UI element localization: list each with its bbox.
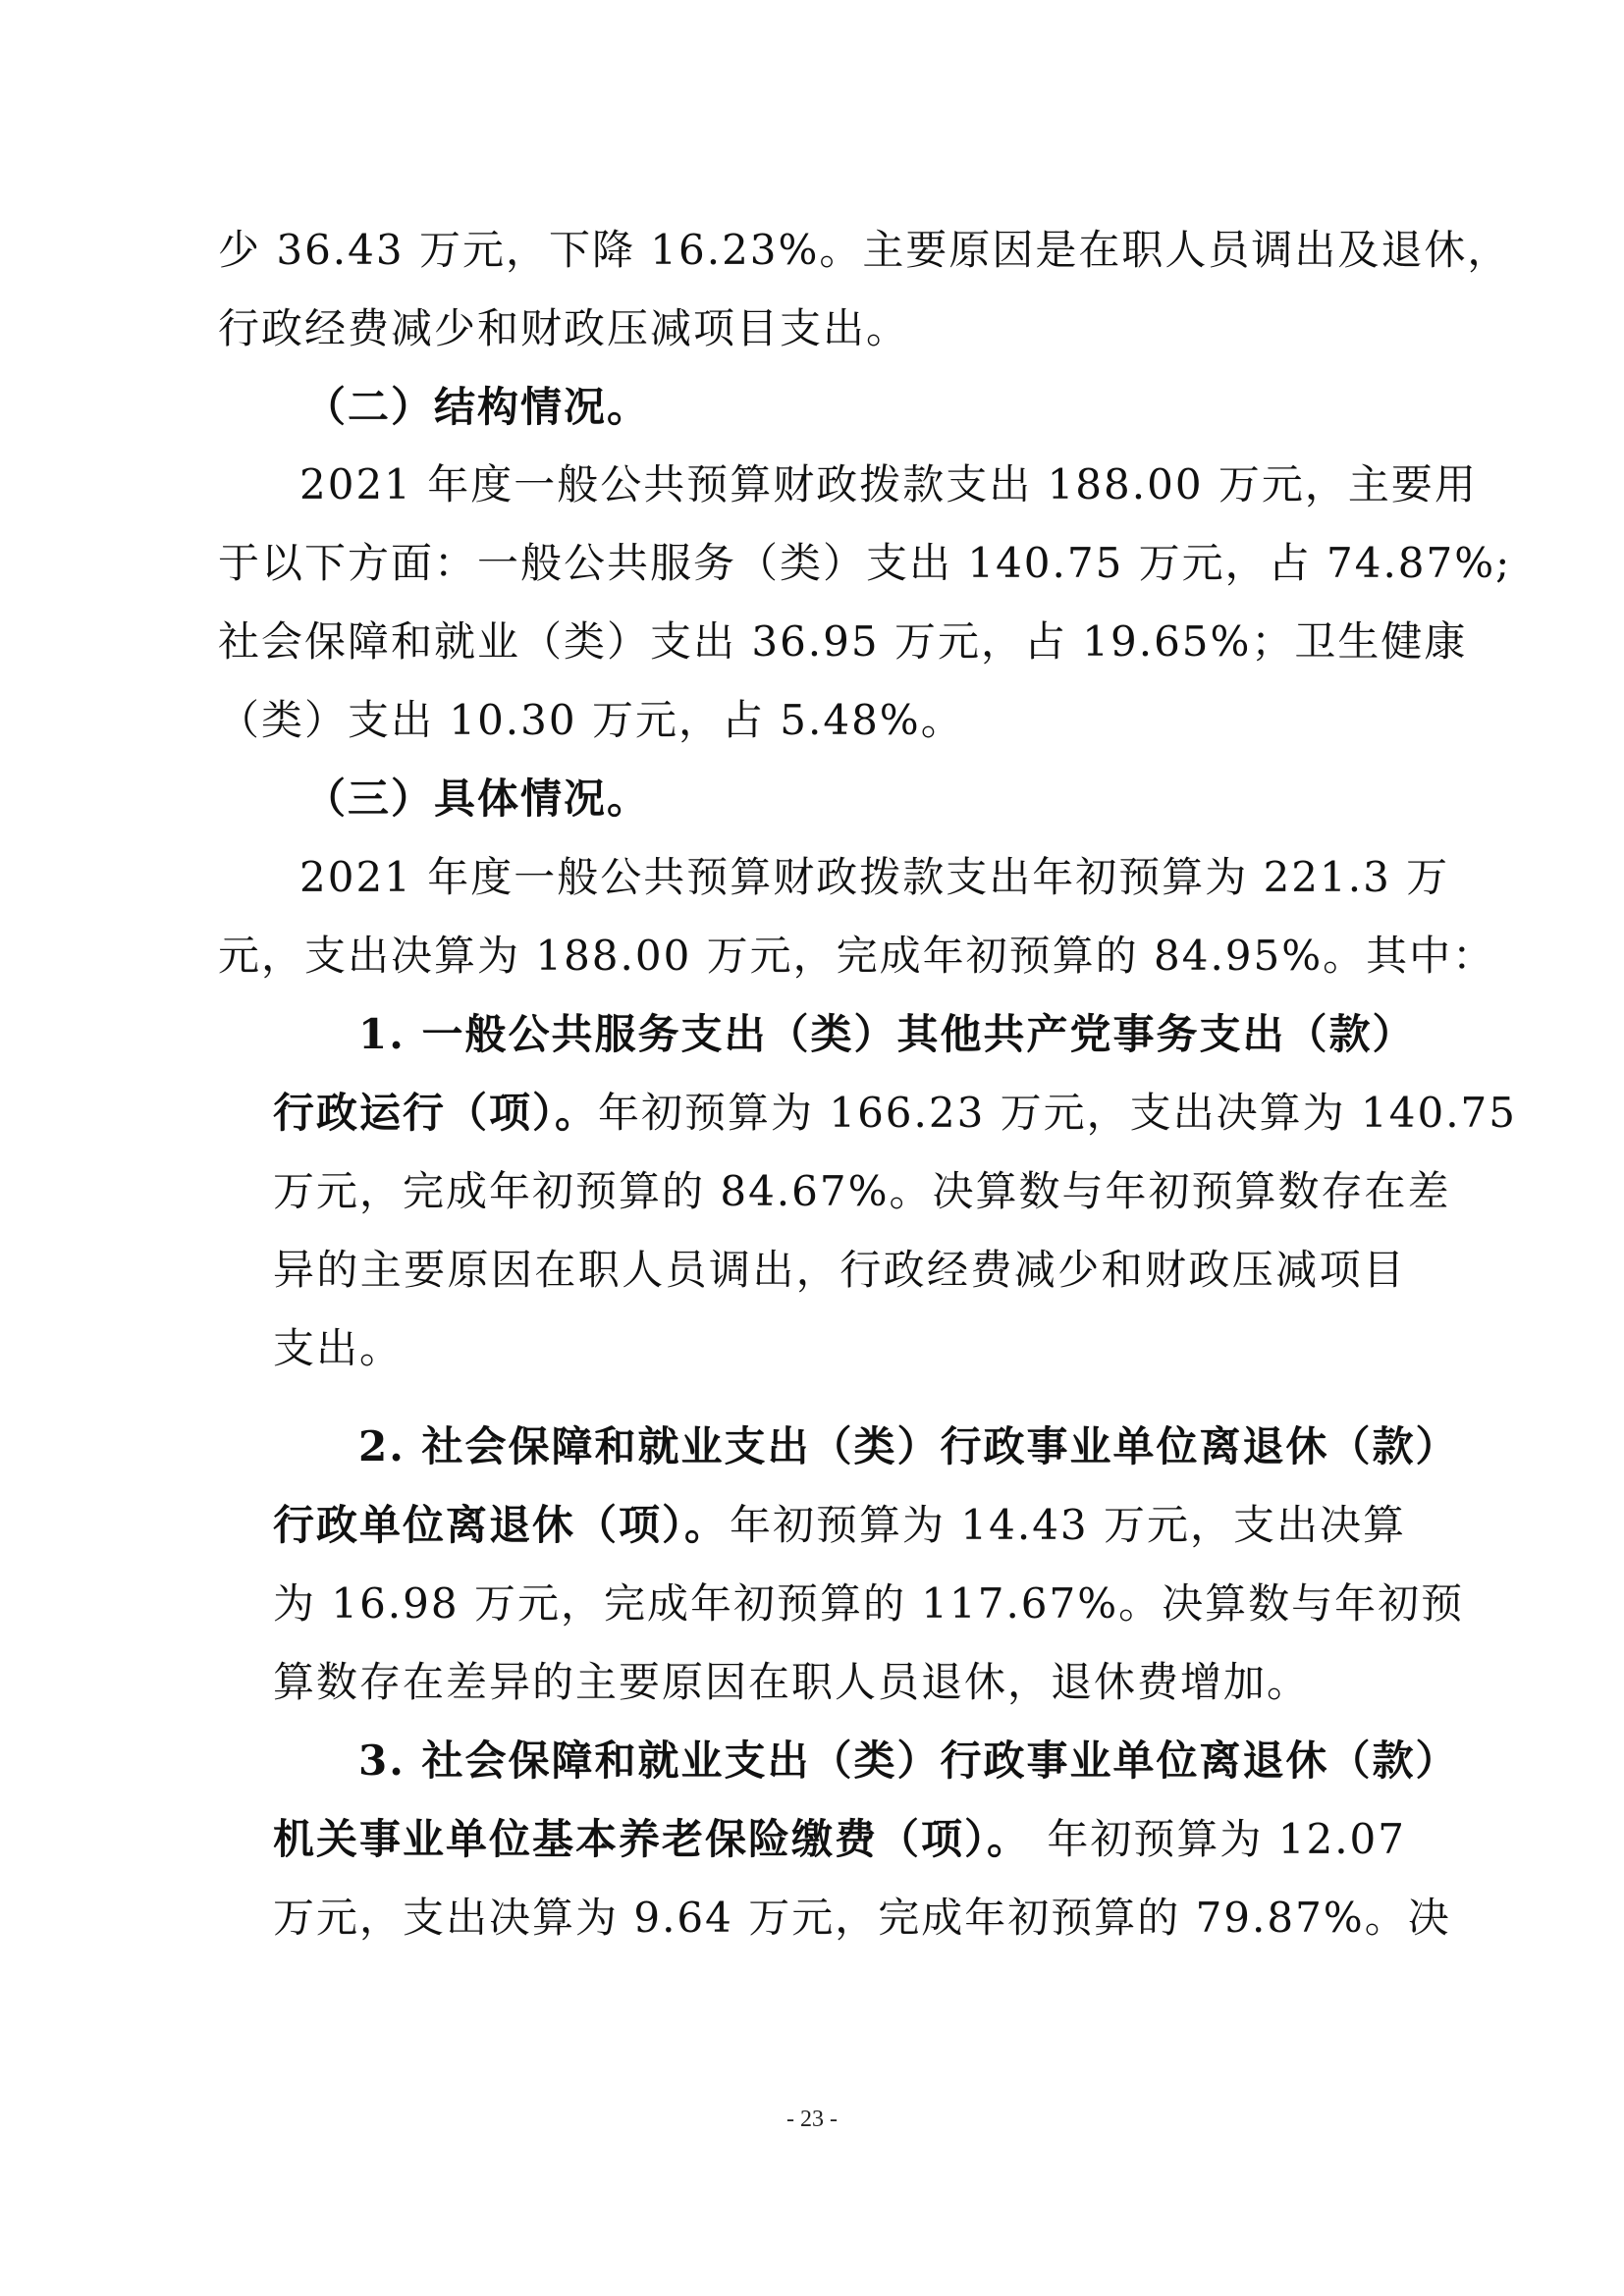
paragraph-line: 支出。 [273, 1324, 404, 1372]
paragraph-line: 社会保障和就业（类）支出 36.95 万元，占 19.65%；卫生健康 [218, 617, 1468, 666]
paragraph-line: 万元，支出决算为 9.64 万元，完成年初预算的 79.87%。决 [273, 1894, 1451, 1942]
paragraph-line: 异的主要原因在职人员调出，行政经费减少和财政压减项目 [273, 1246, 1406, 1294]
item-heading-tail: 行政单位离退休（项）。 [273, 1501, 729, 1549]
paragraph-line: 2021 年度一般公共预算财政拨款支出 188.00 万元，主要用 [299, 460, 1478, 508]
paragraph-line: 2021 年度一般公共预算财政拨款支出年初预算为 221.3 万 [299, 853, 1450, 901]
item-heading: 3. 社会保障和就业支出（类）行政事业单位离退休（款） [358, 1736, 1459, 1785]
paragraph-line: 行政经费减少和财政压减项目支出。 [218, 304, 910, 352]
section-heading: （三）具体情况。 [304, 774, 651, 823]
item-heading: 2. 社会保障和就业支出（类）行政事业单位离退休（款） [358, 1422, 1459, 1470]
section-heading: （二）结构情况。 [304, 383, 651, 431]
paragraph-text: 年初预算为 12.07 [1047, 1815, 1406, 1863]
item-heading-tail: 机关事业单位基本养老保险缴费（项）。 [273, 1815, 1031, 1863]
paragraph-text: 年初预算为 14.43 万元，支出决算 [730, 1501, 1406, 1549]
page-number: - 23 - [786, 2107, 838, 2132]
paragraph-line [273, 1810, 1406, 1869]
paragraph-line: 为 16.98 万元，完成年初预算的 117.67%。决算数与年初预 [273, 1579, 1465, 1628]
paragraph-line: 元，支出决算为 188.00 万元，完成年初预算的 84.95%。其中： [218, 932, 1496, 980]
paragraph-line [273, 1084, 1517, 1143]
item-heading-tail: 行政运行（项）。 [273, 1089, 599, 1137]
paragraph-line: 算数存在差异的主要原因在职人员退休，退休费增加。 [273, 1658, 1311, 1706]
paragraph-line: 于以下方面：一般公共服务（类）支出 140.75 万元，占 74.87%; [218, 539, 1512, 587]
item-heading: 1. 一般公共服务支出（类）其他共产党事务支出（款） [358, 1010, 1416, 1058]
paragraph-line: 万元，完成年初预算的 84.67%。决算数与年初预算数存在差 [273, 1167, 1451, 1215]
paragraph-line [273, 1496, 1406, 1555]
paragraph-line: （类）支出 10.30 万元，占 5.48%。 [218, 696, 964, 744]
paragraph-line: 少 36.43 万元，下降 16.23%。主要原因是在职人员调出及退休， [218, 226, 1511, 274]
paragraph-text: 年初预算为 166.23 万元，支出决算为 140.75 [598, 1089, 1517, 1137]
